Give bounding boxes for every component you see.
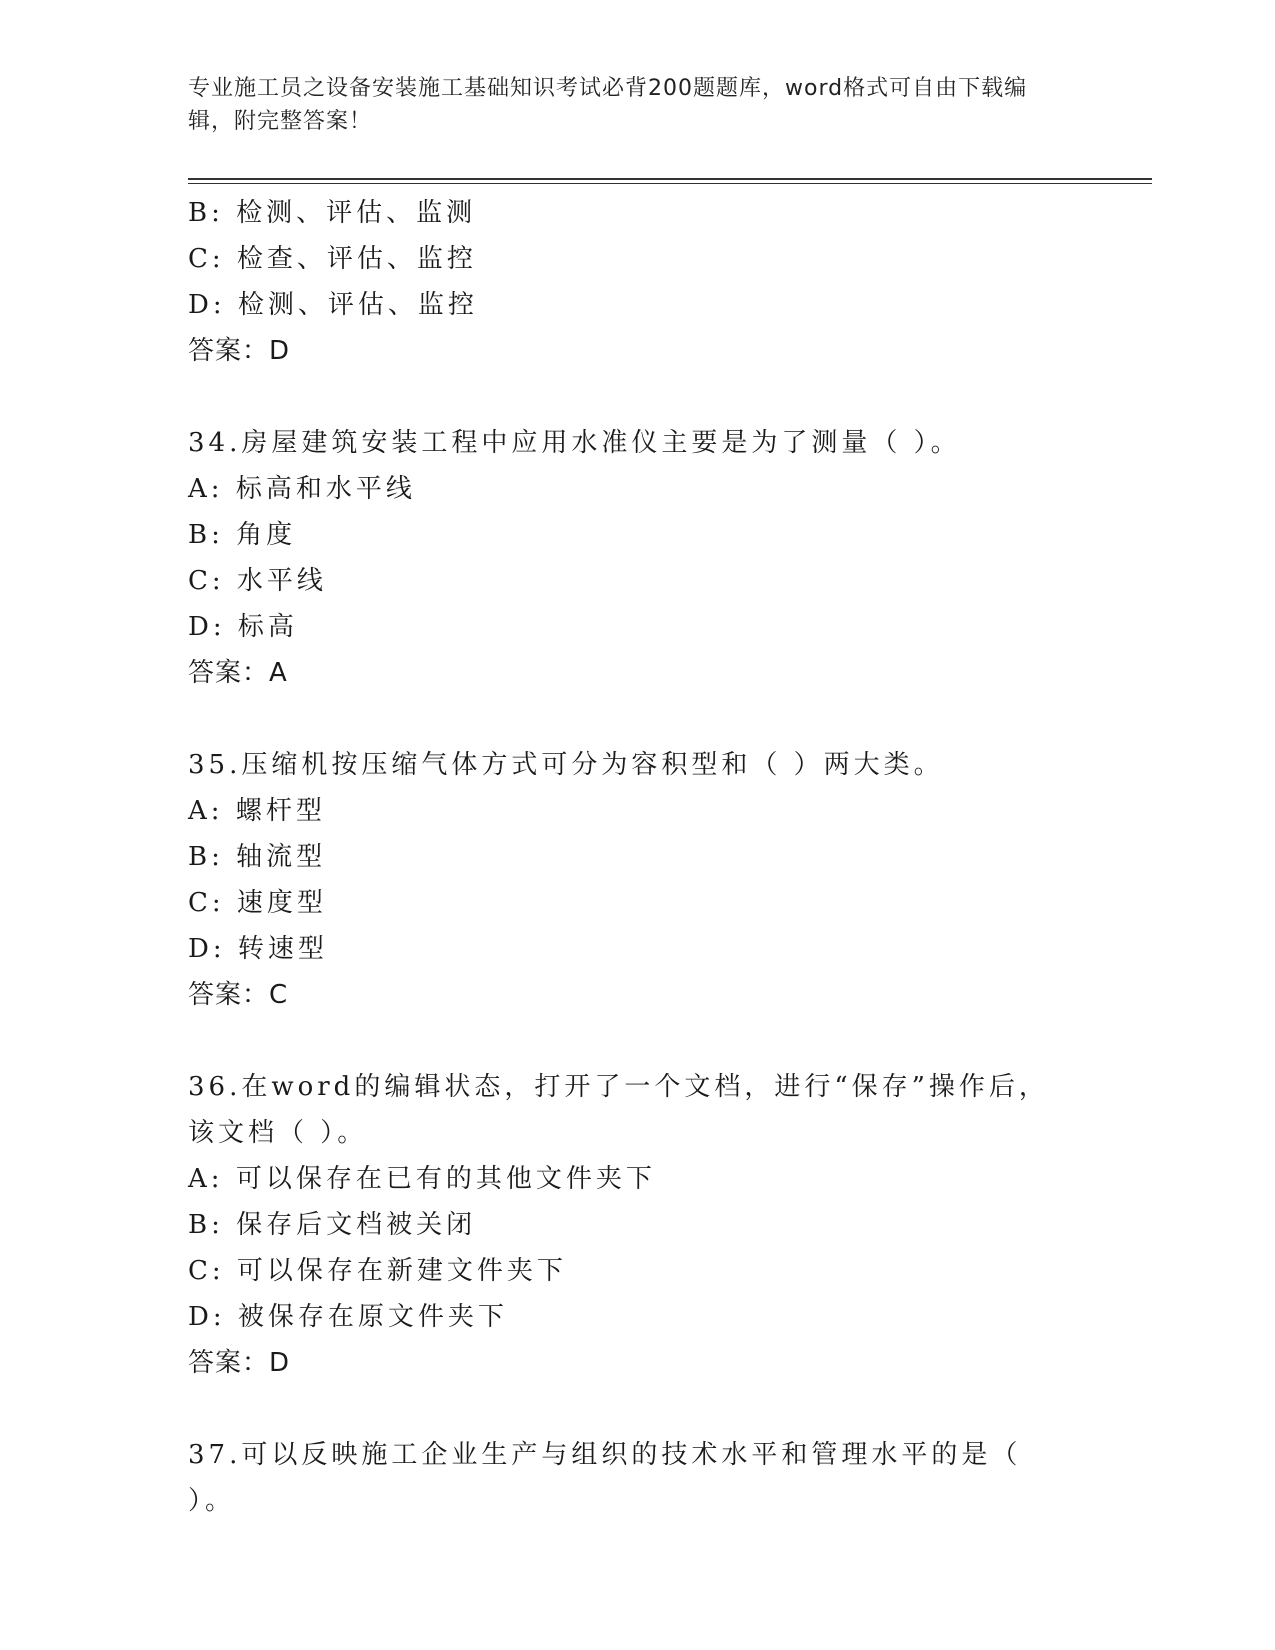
question-text: 37.可以反映施工企业生产与组织的技术水平和管理水平的是（ ）。 xyxy=(188,1440,1022,1516)
option-d: D: 转速型 xyxy=(188,934,328,964)
answer-line: 答案：D xyxy=(188,1348,291,1378)
question-text: 35.压缩机按压缩气体方式可分为容积型和（ ）两大类。 xyxy=(188,750,944,780)
answer-line: 答案：A xyxy=(188,658,288,688)
option-d: D: 被保存在原文件夹下 xyxy=(188,1302,508,1332)
option-a: A: 标高和水平线 xyxy=(188,474,416,504)
header-rule-thin xyxy=(188,183,1152,184)
option-b: B: 轴流型 xyxy=(188,842,327,872)
question-35 xyxy=(188,742,1068,1018)
option-b: B: 检测、评估、监测 xyxy=(188,198,477,228)
option-d: D: 检测、评估、监控 xyxy=(188,290,478,320)
option-c: C: 水平线 xyxy=(188,566,327,596)
option-c: C: 速度型 xyxy=(188,888,327,918)
option-a: A: 可以保存在已有的其他文件夹下 xyxy=(188,1164,656,1194)
header-rule-thick xyxy=(188,178,1152,180)
question-text: 34.房屋建筑安装工程中应用水准仪主要是为了测量（ ）。 xyxy=(188,428,961,458)
answer-line: 答案：D xyxy=(188,336,291,366)
option-b: B: 保存后文档被关闭 xyxy=(188,1210,477,1240)
question-34 xyxy=(188,420,1068,696)
partial-question xyxy=(188,190,1068,374)
question-36 xyxy=(188,1064,1068,1386)
option-c: C: 检查、评估、监控 xyxy=(188,244,477,274)
option-d: D: 标高 xyxy=(188,612,298,642)
document-header: 专业施工员之设备安装施工基础知识考试必背200题题库，word格式可自由下载编辑，附完整答案！ xyxy=(188,76,1028,134)
option-b: B: 角度 xyxy=(188,520,297,550)
option-a: A: 螺杆型 xyxy=(188,796,326,826)
question-list xyxy=(188,190,1068,1516)
question-37 xyxy=(188,1432,1068,1516)
question-text: 36.在word的编辑状态，打开了一个文档，进行“保存”操作后，该文档（ ）。 xyxy=(188,1072,1049,1148)
answer-line: 答案：C xyxy=(188,980,289,1010)
option-c: C: 可以保存在新建文件夹下 xyxy=(188,1256,567,1286)
